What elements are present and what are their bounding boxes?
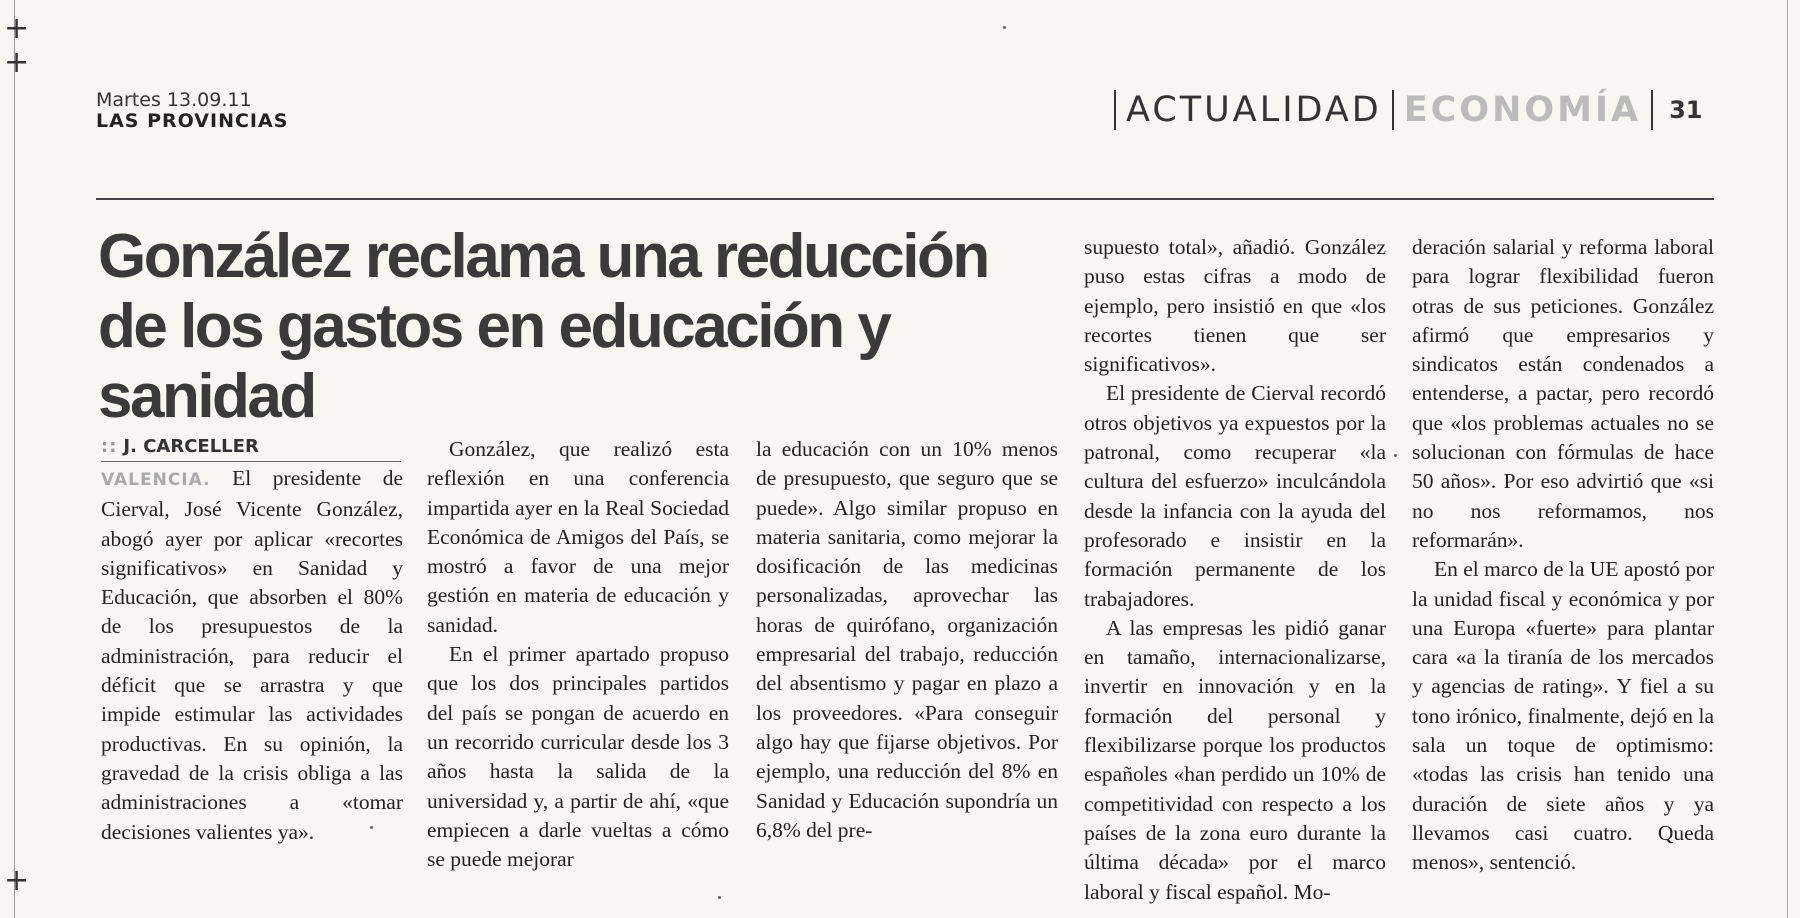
byline-marker-icon: :: bbox=[101, 436, 118, 457]
scan-speck bbox=[718, 896, 721, 899]
article-headline: González reclama una reducción de los gastos en educación y sanidad bbox=[98, 222, 988, 431]
crop-mark-icon: + bbox=[4, 45, 30, 80]
scan-speck bbox=[1394, 454, 1397, 457]
section-divider bbox=[1114, 90, 1116, 130]
issue-date: Martes 13.09.11 bbox=[96, 89, 252, 111]
page-edge-right bbox=[1787, 0, 1788, 918]
author-name: J. CARCELLER bbox=[123, 436, 259, 457]
scan-speck bbox=[1003, 26, 1006, 29]
header-rule bbox=[96, 198, 1714, 200]
page-edge-left bbox=[14, 0, 15, 918]
crop-mark-icon: + bbox=[4, 11, 30, 46]
byline-rule bbox=[101, 461, 401, 462]
byline bbox=[101, 436, 401, 462]
section-divider bbox=[1651, 90, 1653, 130]
article-column-3 bbox=[756, 435, 1058, 845]
column-paragraph: González, que realizó esta reflexión en una conferencia impartida ayer en la Real Sociedad Económica de Amigos del País, se mostró a favor de una mejor gestión en materia de educación y sanidad. bbox=[427, 437, 729, 637]
article-column-1 bbox=[101, 464, 403, 847]
column-paragraph: El presidente de Cierval recordó otros objetivos ya expuestos por la patronal, como recuperar «la cultura del esfuerzo» inculcándola desde la infancia con la ayuda del profesorado e insistir en la formación permanente de los trabajadores. bbox=[1084, 381, 1386, 611]
section-divider bbox=[1392, 90, 1394, 130]
section-name: ACTUALIDAD bbox=[1126, 90, 1382, 130]
column-paragraph: la educación con un 10% menos de presupuesto, que seguro que se puede». Algo similar propuso en materia sanitaria, como mejorar la dosificación de las medicinas personalizadas, aprovechar las horas de quirófano, organización empresarial del trabajo, reducción del absentismo y pagar en plazo a los proveedores. «Para conseguir algo hay que fijarse objetivos. Por ejemplo, una reducción del 8% en Sanidad y Educación supondría un 6,8% del pre- bbox=[756, 437, 1058, 842]
subsection-name: ECONOMÍA bbox=[1403, 90, 1642, 130]
page-number: 31 bbox=[1669, 96, 1703, 124]
column-paragraph: A las empresas les pidió ganar en tamaño, internacionalizarse, invertir en innovación y en la formación del personal y flexibilizarse porque los productos españoles «han perdido un 10% de competitividad con respecto a los países de la zona euro durante la última década» por el marco laboral y fiscal español. Mo- bbox=[1084, 615, 1386, 904]
crop-mark-icon: + bbox=[4, 863, 30, 898]
section-header bbox=[1104, 88, 1703, 132]
dateline: VALENCIA. bbox=[101, 470, 211, 490]
article-column-4 bbox=[1084, 233, 1386, 907]
scan-speck bbox=[370, 826, 373, 829]
column-paragraph: En el primer apartado propuso que los dos principales partidos del país se pongan de acuerdo en un recorrido curricular desde los 3 años hasta la salida de la universidad y, a partir de ahí, «que empiecen a darle vueltas a cómo se puede mejorar bbox=[427, 642, 729, 872]
article-column-2 bbox=[427, 435, 729, 874]
newspaper-name: LAS PROVINCIAS bbox=[96, 110, 289, 132]
column-paragraph: En el marco de la UE apostó por la unidad fiscal y económica y por una Europa «fuerte» para plantar cara «a la tiranía de los mercados y agencias de rating». Y fiel a su tono irónico, finalmente, dejó en la sala un toque de optimismo: «todas las crisis han tenido una duración de siete años y ya llevamos casi cuatro. Queda menos», sentenció. bbox=[1412, 557, 1715, 875]
column-paragraph: supuesto total», añadió. González puso estas cifras a modo de ejemplo, pero insistió en que «los recortes tienen que ser significativos». bbox=[1084, 235, 1386, 377]
column-paragraph: deración salarial y reforma laboral para lograr flexibilidad fueron otras de sus peticiones. González afirmó que empresarios y sindicatos están condenados a entenderse, a pactar, pero recordó que «los problemas actuales no se solucionan con fórmulas de hace 50 años». Por eso advirtió que «si no nos reformamos, nos reformarán». bbox=[1412, 235, 1714, 552]
column-paragraph: El presidente de Cierval, José Vicente González, abogó ayer por aplicar «recortes significativos» en Sanidad y Educación, que absorben el 80% de los presupuestos de la administración, para reducir el déficit que se arrastra y que impide estimular las actividades productivas. En su opinión, la gravedad de la crisis obliga a las administraciones a «tomar decisiones valientes ya». bbox=[101, 466, 403, 844]
article-column-5 bbox=[1412, 233, 1714, 878]
